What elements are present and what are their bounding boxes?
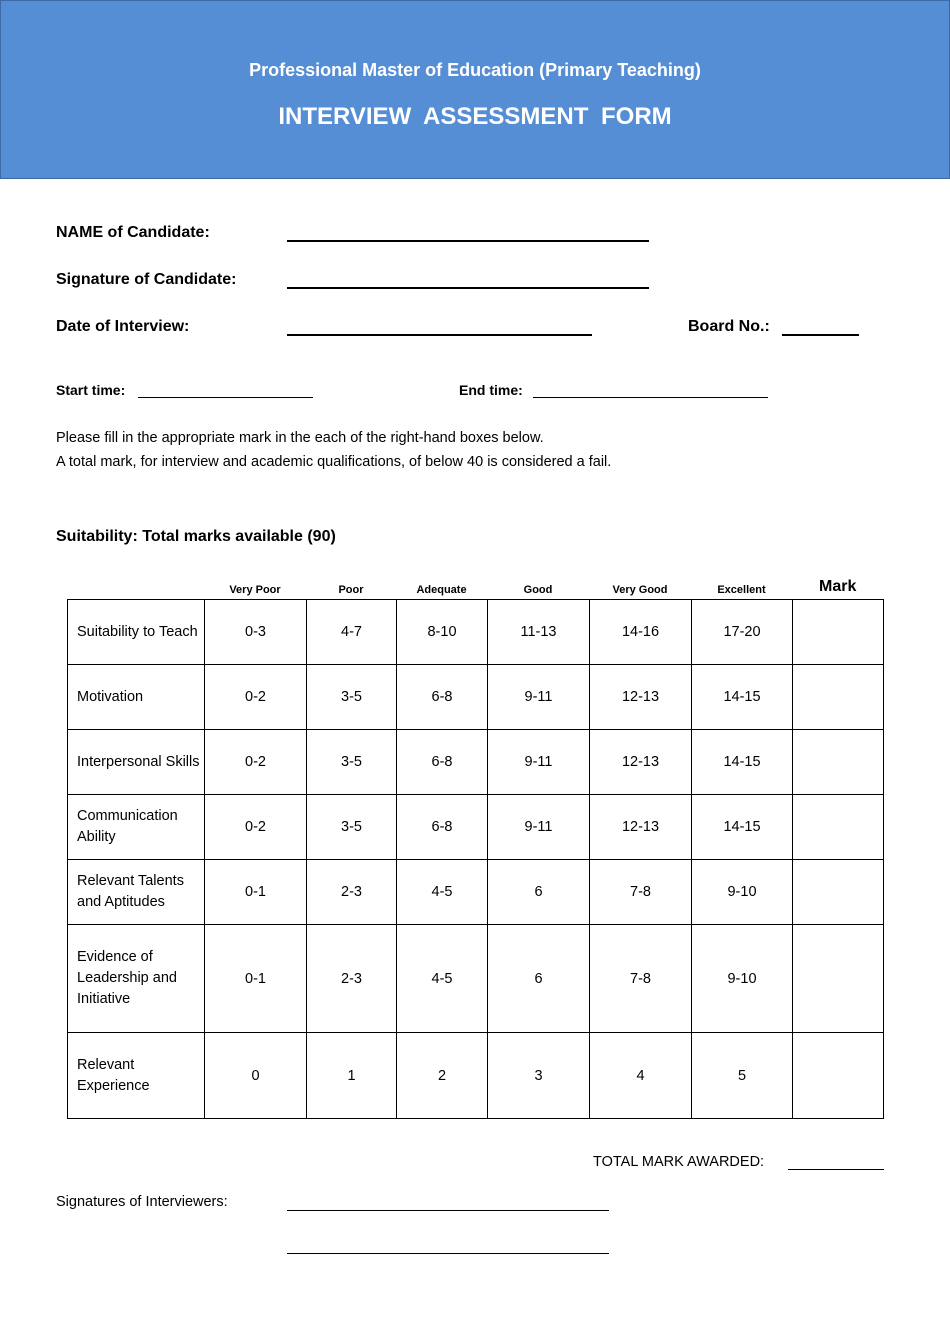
table-row <box>68 925 884 1033</box>
criterion-cell: Communication Ability <box>68 795 205 860</box>
range-cell: 5 <box>692 1033 793 1119</box>
criterion-cell: Evidence of Leadership and Initiative <box>68 925 205 1033</box>
table-row <box>68 795 884 860</box>
mark-cell[interactable] <box>793 795 884 860</box>
table-row <box>68 1033 884 1119</box>
range-cell: 3-5 <box>307 665 397 730</box>
assessment-table <box>67 599 884 1119</box>
range-cell: 3-5 <box>307 795 397 860</box>
range-cell: 4-5 <box>397 860 488 925</box>
instruction-line-1: Please fill in the appropriate mark in the each of the right-hand boxes below. <box>56 430 544 446</box>
interviewer-signature-field-2[interactable] <box>287 1253 609 1254</box>
table-row <box>68 665 884 730</box>
mark-cell[interactable] <box>793 860 884 925</box>
mark-cell[interactable] <box>793 730 884 795</box>
range-cell: 0-3 <box>205 600 307 665</box>
column-header: Good <box>523 584 553 596</box>
name-label: NAME of Candidate: <box>56 224 210 241</box>
table-row <box>68 600 884 665</box>
form-subtitle: Professional Master of Education (Primary Teaching) <box>249 60 701 80</box>
range-cell: 6-8 <box>397 665 488 730</box>
range-cell: 3 <box>488 1033 590 1119</box>
range-cell: 4 <box>590 1033 692 1119</box>
range-cell: 0-1 <box>205 925 307 1033</box>
column-header: Very Poor <box>229 584 281 596</box>
mark-cell[interactable] <box>793 600 884 665</box>
range-cell: 12-13 <box>590 795 692 860</box>
board-label: Board No.: <box>688 318 770 335</box>
range-cell: 0 <box>205 1033 307 1119</box>
interviewer-signature-field-1[interactable] <box>287 1210 609 1211</box>
criterion-cell: Relevant Talents and Aptitudes <box>68 860 205 925</box>
range-cell: 14-16 <box>590 600 692 665</box>
range-cell: 2-3 <box>307 860 397 925</box>
range-cell: 2-3 <box>307 925 397 1033</box>
table-row <box>68 860 884 925</box>
range-cell: 1 <box>307 1033 397 1119</box>
range-cell: 8-10 <box>397 600 488 665</box>
mark-header: Mark <box>819 578 857 595</box>
range-cell: 12-13 <box>590 665 692 730</box>
signatures-label: Signatures of Interviewers: <box>56 1194 228 1210</box>
total-mark-label: TOTAL MARK AWARDED: <box>593 1154 765 1170</box>
start-time-label: Start time: <box>56 382 126 398</box>
instruction-line-2: A total mark, for interview and academic qualifications, of below 40 is considered a fail. <box>56 454 612 470</box>
table-row <box>68 730 884 795</box>
range-cell: 11-13 <box>488 600 590 665</box>
range-cell: 9-10 <box>692 925 793 1033</box>
signature-label: Signature of Candidate: <box>56 271 237 288</box>
start-time-field[interactable] <box>138 397 313 398</box>
range-cell: 0-1 <box>205 860 307 925</box>
range-cell: 17-20 <box>692 600 793 665</box>
range-cell: 9-11 <box>488 730 590 795</box>
range-cell: 7-8 <box>590 860 692 925</box>
range-cell: 9-10 <box>692 860 793 925</box>
range-cell: 2 <box>397 1033 488 1119</box>
criterion-cell: Suitability to Teach <box>68 600 205 665</box>
mark-cell[interactable] <box>793 925 884 1033</box>
header-banner <box>0 0 950 179</box>
column-header: Poor <box>338 584 364 596</box>
range-cell: 14-15 <box>692 795 793 860</box>
criterion-cell: Interpersonal Skills <box>68 730 205 795</box>
name-field[interactable] <box>287 240 649 242</box>
range-cell: 3-5 <box>307 730 397 795</box>
range-cell: 0-2 <box>205 730 307 795</box>
section-title: Suitability: Total marks available (90) <box>56 528 336 545</box>
mark-cell[interactable] <box>793 1033 884 1119</box>
range-cell: 9-11 <box>488 795 590 860</box>
mark-cell[interactable] <box>793 665 884 730</box>
range-cell: 6 <box>488 860 590 925</box>
range-cell: 0-2 <box>205 665 307 730</box>
range-cell: 6 <box>488 925 590 1033</box>
range-cell: 6-8 <box>397 795 488 860</box>
column-header: Very Good <box>612 584 668 596</box>
end-time-field[interactable] <box>533 397 768 398</box>
criterion-cell: Motivation <box>68 665 205 730</box>
range-cell: 6-8 <box>397 730 488 795</box>
date-field[interactable] <box>287 334 592 336</box>
column-header: Excellent <box>717 584 766 596</box>
range-cell: 14-15 <box>692 665 793 730</box>
end-time-label: End time: <box>459 382 523 398</box>
column-header: Adequate <box>416 584 467 596</box>
range-cell: 4-5 <box>397 925 488 1033</box>
range-cell: 12-13 <box>590 730 692 795</box>
criterion-cell: Relevant Experience <box>68 1033 205 1119</box>
form-title: INTERVIEW ASSESSMENT FORM <box>278 103 672 130</box>
range-cell: 14-15 <box>692 730 793 795</box>
signature-field[interactable] <box>287 287 649 289</box>
range-cell: 0-2 <box>205 795 307 860</box>
range-cell: 4-7 <box>307 600 397 665</box>
range-cell: 9-11 <box>488 665 590 730</box>
board-field[interactable] <box>782 334 859 336</box>
range-cell: 7-8 <box>590 925 692 1033</box>
total-mark-field[interactable] <box>788 1169 884 1170</box>
date-label: Date of Interview: <box>56 318 190 335</box>
